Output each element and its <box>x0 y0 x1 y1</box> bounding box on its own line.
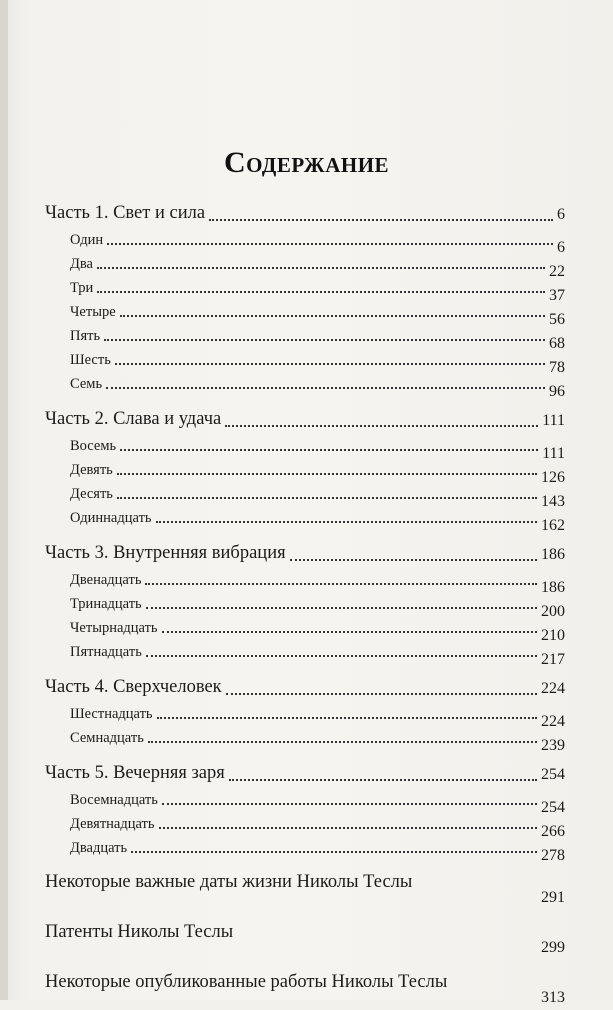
toc-part-heading-page-number: 111 <box>542 412 565 429</box>
toc-chapter-entry[interactable] <box>45 786 565 816</box>
toc-part-heading[interactable] <box>45 760 565 786</box>
toc-chapter-entry-leader-dots <box>156 519 537 523</box>
toc-chapter-entry[interactable] <box>45 590 565 620</box>
toc-chapter-entry[interactable] <box>45 370 565 400</box>
toc-chapter-entry[interactable] <box>45 614 565 644</box>
toc-chapter-entry[interactable] <box>45 810 565 840</box>
toc-chapter-entry-page-number: 200 <box>541 603 565 620</box>
toc-chapter-entry-leader-dots <box>162 629 537 633</box>
toc-chapter-entry-leader-dots <box>106 385 545 389</box>
toc-chapter-entry[interactable] <box>45 274 565 304</box>
toc-chapter-entry-page-number: 186 <box>541 579 565 596</box>
toc-chapter-entry-leader-dots <box>146 605 537 609</box>
toc-chapter-entry-page-number: 78 <box>549 359 565 376</box>
toc-chapter-entry[interactable] <box>45 638 565 668</box>
toc-chapter-entry-page-number: 266 <box>541 823 565 840</box>
toc-part-heading[interactable] <box>45 406 565 432</box>
toc-chapter-entry-leader-dots <box>104 337 545 341</box>
toc-chapter-entry-page-number: 22 <box>549 263 565 280</box>
toc-chapter-entry-leader-dots <box>146 653 537 657</box>
toc-chapter-entry-label: Восемь <box>70 438 117 454</box>
toc-chapter-entry[interactable] <box>45 322 565 352</box>
toc-chapter-entry-page-number: 217 <box>541 651 565 668</box>
toc-chapter-entry[interactable] <box>45 480 565 510</box>
toc-chapter-entry-leader-dots <box>120 447 538 451</box>
toc-chapter-entry-label: Девятнадцать <box>70 816 155 832</box>
toc-appendix-label: Патенты Николы Теслы <box>45 922 234 942</box>
toc-chapter-entry[interactable] <box>45 700 565 730</box>
toc-chapter-entry-leader-dots <box>97 289 545 293</box>
toc-chapter-entry[interactable] <box>45 724 565 754</box>
toc-chapter-entry-leader-dots <box>148 739 537 743</box>
toc-chapter-entry-page-number: 6 <box>557 239 565 256</box>
toc-chapter-entry-page-number: 210 <box>541 627 565 644</box>
toc-chapter-entry[interactable] <box>45 432 565 462</box>
toc-chapter-entry-page-number: 126 <box>541 469 565 486</box>
toc-part-heading-page-number: 186 <box>541 546 565 563</box>
toc-part-heading[interactable] <box>45 540 565 566</box>
toc-part-heading-label: Часть 2. Слава и удача <box>45 409 222 429</box>
toc-appendix-page-number: 291 <box>541 889 565 906</box>
toc-part-heading-label: Часть 5. Вечерняя заря <box>45 763 225 783</box>
toc-appendix-label: Некоторые важные даты жизни Николы Теслы <box>45 872 413 892</box>
toc-part-heading-leader-dots <box>290 557 537 561</box>
toc-chapter-entry-label: Двадцать <box>70 840 128 856</box>
toc-chapter-entry-leader-dots <box>107 241 553 245</box>
toc-chapter-entry-label: Десять <box>70 486 113 502</box>
toc-part-heading-leader-dots <box>229 777 537 781</box>
toc-chapter-entry-leader-dots <box>162 801 537 805</box>
toc-chapter-entry[interactable] <box>45 456 565 486</box>
toc-part-heading[interactable] <box>45 200 565 226</box>
toc-chapter-entry-label: Восемнадцать <box>70 792 158 808</box>
toc-chapter-entry-page-number: 111 <box>542 445 565 462</box>
toc-chapter-entry-leader-dots <box>117 471 537 475</box>
toc-part <box>45 760 565 864</box>
toc-chapter-entry-leader-dots <box>117 495 537 499</box>
toc-chapter-entry-page-number: 96 <box>549 383 565 400</box>
toc-part-heading-label: Часть 3. Внутренняя вибрация <box>45 543 286 563</box>
toc-appendix-page-number: 313 <box>541 989 565 1006</box>
toc-appendix-label: Некоторые опубликованные работы Николы Теслы <box>45 972 448 992</box>
toc-chapter-entry-label: Девять <box>70 462 113 478</box>
toc-chapter-entry-label: Семь <box>70 376 103 392</box>
toc-chapter-entry-page-number: 162 <box>541 517 565 534</box>
toc-chapter-entry-page-number: 56 <box>549 311 565 328</box>
toc-part <box>45 540 565 668</box>
toc-chapter-entry-leader-dots <box>97 265 545 269</box>
toc-part-heading-leader-dots <box>209 217 553 221</box>
toc-chapter-entry-label: Два <box>70 256 93 272</box>
toc-chapter-entry-leader-dots <box>131 849 537 853</box>
toc-chapter-entry-leader-dots <box>157 715 537 719</box>
toc-part-heading-page-number: 254 <box>541 766 565 783</box>
toc-chapter-entry-page-number: 37 <box>549 287 565 304</box>
toc-chapter-entry-label: Семнадцать <box>70 730 144 746</box>
toc-chapter-entry-page-number: 68 <box>549 335 565 352</box>
toc-chapter-entry-page-number: 239 <box>541 737 565 754</box>
toc-part-heading-label: Часть 1. Свет и сила <box>45 203 206 223</box>
table-of-contents <box>45 200 565 1008</box>
toc-chapter-entry-label: Четыре <box>70 304 116 320</box>
toc-appendix-entry[interactable] <box>45 870 565 908</box>
toc-chapter-entry-leader-dots <box>120 313 545 317</box>
toc-title: Содержание <box>223 146 390 179</box>
toc-part <box>45 406 565 534</box>
toc-chapter-entry-label: Одиннадцать <box>70 510 152 526</box>
toc-chapter-entry-page-number: 143 <box>541 493 565 510</box>
toc-part <box>45 674 565 754</box>
toc-chapter-entry[interactable] <box>45 566 565 596</box>
toc-chapter-entry[interactable] <box>45 226 565 256</box>
toc-part-heading-label: Часть 4. Сверхчеловек <box>45 677 222 697</box>
toc-chapter-entry-leader-dots <box>145 581 537 585</box>
toc-appendix-page-number: 299 <box>541 939 565 956</box>
toc-appendix-entry[interactable] <box>45 970 565 1008</box>
toc-chapter-entry-page-number: 254 <box>541 799 565 816</box>
toc-part-heading-leader-dots <box>225 423 538 427</box>
toc-part-heading-page-number: 6 <box>557 206 565 223</box>
toc-chapter-entry-label: Шестнадцать <box>70 706 153 722</box>
toc-chapter-entry-label: Один <box>70 232 104 248</box>
toc-chapter-entry-label: Пять <box>70 328 101 344</box>
toc-chapter-entry[interactable] <box>45 504 565 534</box>
toc-chapter-entry-label: Двенадцать <box>70 572 142 588</box>
toc-part-heading-leader-dots <box>226 691 537 695</box>
toc-chapter-entry-leader-dots <box>115 361 545 365</box>
toc-chapter-entry-page-number: 224 <box>541 713 565 730</box>
toc-part <box>45 200 565 400</box>
toc-part-heading[interactable] <box>45 674 565 700</box>
toc-chapter-entry-label: Три <box>70 280 94 296</box>
toc-chapter-entry-label: Пятнадцать <box>70 644 142 660</box>
toc-appendix-entry[interactable] <box>45 920 565 958</box>
toc-chapter-entry[interactable] <box>45 250 565 280</box>
toc-chapter-entry-page-number: 278 <box>541 847 565 864</box>
toc-chapter-entry-label: Тринадцать <box>70 596 142 612</box>
toc-chapter-entry[interactable] <box>45 298 565 328</box>
toc-chapter-entry-leader-dots <box>159 825 537 829</box>
toc-part-heading-page-number: 224 <box>541 680 565 697</box>
toc-chapter-entry[interactable] <box>45 346 565 376</box>
toc-chapter-entry-label: Четырнадцать <box>70 620 158 636</box>
toc-chapter-entry-label: Шесть <box>70 352 111 368</box>
toc-chapter-entry[interactable] <box>45 834 565 864</box>
